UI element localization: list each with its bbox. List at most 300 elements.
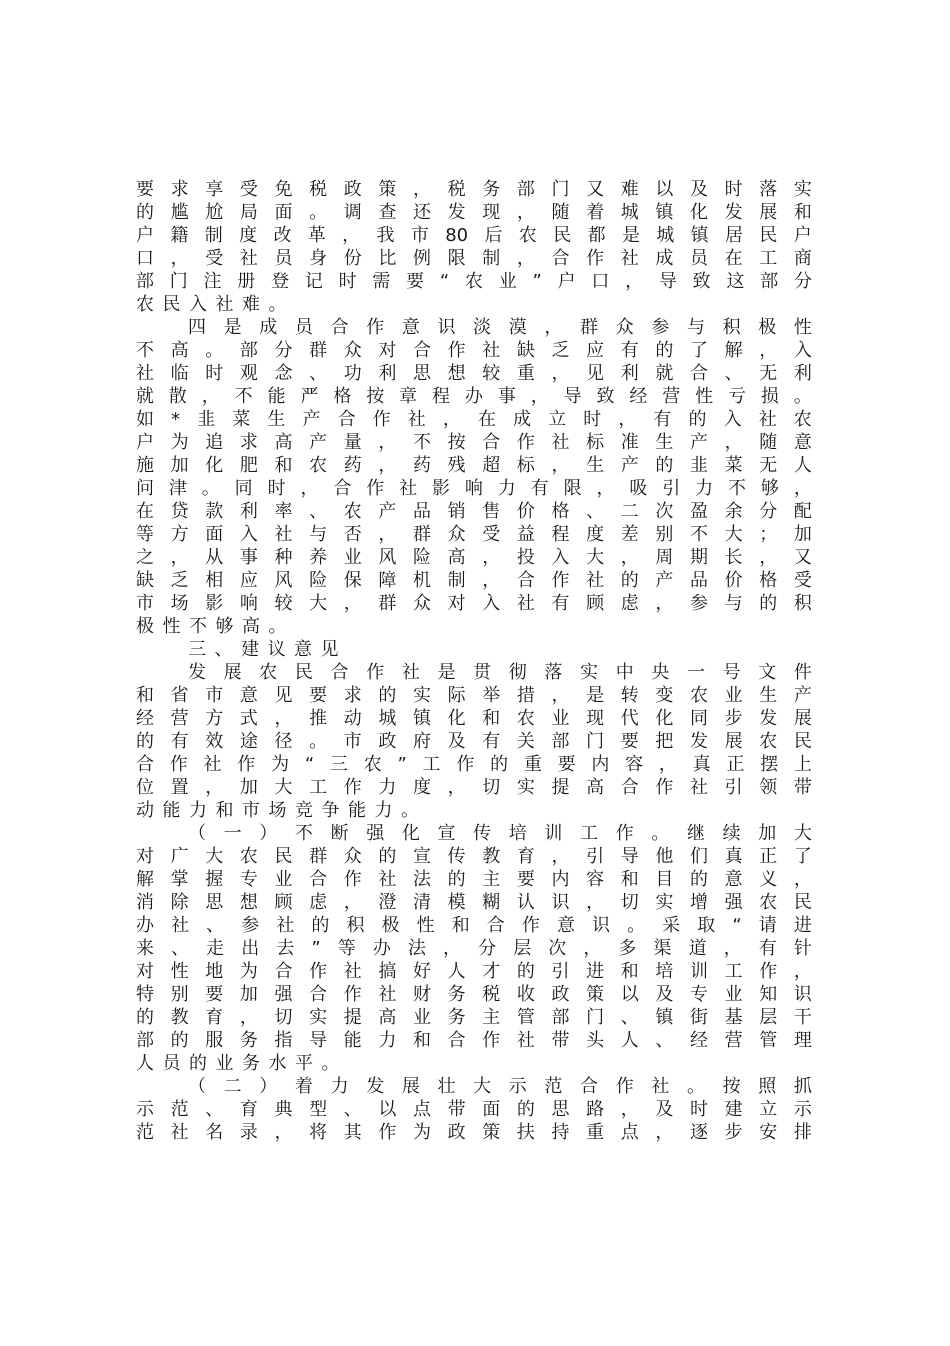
glyph: ，	[442, 409, 461, 430]
glyph: 思	[205, 892, 224, 913]
glyph: 育	[516, 846, 535, 867]
glyph: 发	[690, 731, 708, 752]
glyph: 及	[447, 731, 466, 752]
glyph: 不	[690, 524, 708, 545]
glyph: “	[304, 754, 315, 775]
glyph: ，	[544, 317, 563, 338]
glyph: 对	[136, 846, 154, 867]
glyph: 与	[724, 593, 743, 614]
glyph: 、	[171, 938, 190, 959]
glyph: 问	[136, 478, 154, 499]
glyph: 意	[239, 685, 258, 706]
glyph: 化	[401, 823, 420, 844]
glyph: 增	[690, 892, 708, 913]
glyph: 。	[321, 1053, 340, 1074]
glyph: 正	[726, 754, 745, 775]
glyph: 机	[413, 570, 431, 591]
glyph: 社	[620, 248, 639, 269]
glyph: 、	[724, 363, 743, 384]
glyph: 力	[497, 478, 516, 499]
glyph: 和	[413, 1030, 431, 1051]
glyph: 参	[690, 593, 708, 614]
glyph: 示	[508, 1076, 527, 1097]
glyph: 肥	[239, 455, 258, 476]
glyph: 市	[205, 685, 224, 706]
glyph: 相	[205, 570, 224, 591]
glyph: 除	[170, 892, 189, 913]
glyph: 的	[136, 731, 154, 752]
glyph: 次	[655, 501, 674, 522]
glyph: 户	[557, 271, 576, 292]
glyph: 这	[726, 271, 745, 292]
glyph: 施	[136, 455, 154, 476]
glyph: 意	[793, 432, 812, 453]
glyph: 务	[447, 1007, 466, 1028]
glyph: 化	[690, 202, 708, 223]
glyph: 能	[348, 800, 366, 821]
glyph: 实	[516, 777, 535, 798]
glyph: 部	[239, 340, 258, 361]
glyph: 能	[343, 1030, 362, 1051]
glyph: 展	[759, 202, 778, 223]
glyph: 采	[662, 915, 681, 936]
glyph: 农	[239, 846, 258, 867]
glyph: 合	[274, 961, 293, 982]
glyph: 他	[655, 846, 674, 867]
glyph: 、	[309, 501, 328, 522]
glyph: 合	[330, 662, 349, 683]
glyph: 缺	[516, 340, 535, 361]
glyph: 专	[690, 984, 708, 1005]
glyph: 为	[413, 1122, 431, 1143]
glyph: ，	[274, 1122, 293, 1143]
glyph: 们	[690, 846, 708, 867]
glyph: 贷	[170, 501, 189, 522]
glyph: 农	[516, 708, 535, 729]
text-line	[136, 937, 812, 960]
glyph: ，	[759, 547, 778, 568]
glyph: 农	[690, 685, 708, 706]
glyph: 效	[205, 731, 224, 752]
glyph: 农	[259, 662, 278, 683]
glyph: 和	[215, 800, 234, 821]
text-line	[136, 1052, 812, 1075]
glyph: 办	[464, 386, 483, 407]
glyph: 正	[759, 846, 778, 867]
glyph: 动	[343, 708, 362, 729]
glyph: 特	[136, 984, 154, 1005]
glyph: 农	[759, 892, 778, 913]
glyph: 时	[690, 1099, 708, 1120]
glyph: 念	[274, 363, 293, 384]
glyph: ，	[201, 386, 220, 407]
glyph: 业	[343, 547, 362, 568]
glyph: 现	[586, 708, 605, 729]
glyph: 社	[401, 662, 420, 683]
glyph: 超	[482, 455, 501, 476]
glyph: ，	[413, 179, 431, 200]
glyph: 经	[136, 708, 154, 729]
glyph: 城	[620, 202, 639, 223]
glyph: 虑	[620, 593, 639, 614]
glyph: 出	[241, 938, 260, 959]
glyph: 四	[188, 317, 206, 338]
glyph: 够	[760, 478, 779, 499]
glyph: 和	[451, 915, 470, 936]
glyph: 二	[620, 501, 639, 522]
glyph: 成	[259, 317, 278, 338]
glyph: 化	[447, 708, 466, 729]
glyph: 训	[544, 823, 563, 844]
text-line	[136, 1029, 812, 1052]
glyph: 时	[267, 478, 286, 499]
glyph: 策	[378, 179, 397, 200]
glyph: 在	[724, 248, 743, 269]
glyph: 章	[399, 386, 418, 407]
glyph: 展	[724, 731, 743, 752]
glyph: 示	[136, 1099, 154, 1120]
glyph: 部	[760, 271, 779, 292]
glyph: 合	[516, 570, 535, 591]
glyph: 高	[378, 1007, 397, 1028]
glyph: 致	[596, 386, 615, 407]
glyph: 功	[343, 363, 362, 384]
glyph: 力	[695, 478, 714, 499]
glyph: 提	[343, 1007, 362, 1028]
text-line	[136, 546, 812, 569]
glyph: 来	[136, 938, 154, 959]
glyph: 、	[214, 639, 233, 660]
glyph: 制	[482, 248, 501, 269]
glyph: “	[439, 271, 450, 292]
glyph: ，	[759, 340, 778, 361]
glyph: 有	[170, 731, 189, 752]
glyph: 社	[551, 432, 570, 453]
glyph: 部	[551, 731, 570, 752]
glyph: 大	[309, 593, 328, 614]
glyph: 入	[482, 593, 501, 614]
glyph: 我	[376, 225, 395, 246]
glyph: 导	[620, 846, 639, 867]
glyph: 一	[686, 662, 705, 683]
glyph: 市	[410, 225, 429, 246]
glyph: ”	[397, 754, 407, 775]
glyph: 合	[482, 432, 501, 453]
glyph: 参	[651, 317, 670, 338]
glyph: 内	[551, 869, 570, 890]
glyph: 合	[309, 984, 328, 1005]
glyph: 转	[620, 685, 639, 706]
glyph: 上	[793, 754, 812, 775]
glyph: ，	[378, 455, 397, 476]
glyph: 发	[447, 202, 466, 223]
glyph: 意	[401, 317, 420, 338]
glyph: ，	[655, 1122, 674, 1143]
glyph: 府	[413, 731, 431, 752]
glyph: 有	[758, 938, 777, 959]
glyph: 社	[378, 984, 397, 1005]
glyph: 见	[274, 685, 293, 706]
glyph: 管	[516, 1007, 535, 1028]
glyph: 不	[728, 478, 747, 499]
glyph: 。	[201, 478, 220, 499]
glyph: 措	[516, 685, 535, 706]
glyph: 款	[205, 501, 224, 522]
glyph: 为	[170, 432, 189, 453]
glyph: ，	[482, 570, 501, 591]
glyph: 影	[432, 478, 451, 499]
glyph: 受	[793, 570, 812, 591]
glyph: 利	[239, 501, 258, 522]
glyph: 力	[378, 1030, 397, 1051]
glyph: 的	[490, 754, 509, 775]
glyph: 能	[267, 386, 286, 407]
glyph: 解	[136, 869, 154, 890]
glyph: 实	[655, 892, 674, 913]
text-line	[136, 684, 812, 707]
glyph: 在	[136, 501, 154, 522]
glyph: 高	[447, 547, 466, 568]
glyph: ，	[378, 432, 397, 453]
glyph: 城	[656, 225, 675, 246]
glyph: 法	[407, 938, 426, 959]
glyph: 城	[378, 708, 397, 729]
glyph: 想	[239, 892, 258, 913]
glyph: 分	[793, 271, 812, 292]
glyph: 和	[793, 202, 812, 223]
glyph: 门	[551, 179, 570, 200]
glyph: 合	[333, 478, 352, 499]
glyph: 作	[343, 777, 362, 798]
glyph: 的	[516, 961, 535, 982]
glyph: 要	[620, 731, 639, 752]
glyph: ”	[532, 271, 542, 292]
glyph: 场	[268, 800, 287, 821]
glyph: 举	[482, 685, 501, 706]
text-line	[136, 845, 812, 868]
glyph: 工	[422, 754, 441, 775]
glyph: 方	[170, 524, 189, 545]
glyph: 按	[722, 1076, 741, 1097]
glyph: 农	[136, 294, 154, 315]
glyph: 针	[793, 938, 812, 959]
glyph: 群	[378, 593, 397, 614]
glyph: ，	[793, 961, 812, 982]
glyph: 的	[620, 570, 639, 591]
glyph: 法	[413, 869, 431, 890]
glyph: 扶	[516, 1122, 535, 1143]
glyph: 。	[205, 340, 224, 361]
glyph: 镇	[655, 1007, 674, 1028]
glyph: ，	[793, 869, 812, 890]
text-line	[136, 983, 812, 1006]
text-line	[136, 592, 812, 615]
glyph: ，	[274, 708, 293, 729]
glyph: 分	[274, 340, 293, 361]
glyph: 道	[688, 938, 707, 959]
glyph: 见	[320, 639, 339, 660]
glyph: 。	[793, 386, 812, 407]
glyph: 业	[274, 869, 293, 890]
glyph: ，	[793, 478, 812, 499]
glyph: 议	[267, 639, 286, 660]
glyph: 中	[615, 662, 634, 683]
glyph: 续	[722, 823, 741, 844]
glyph: 省	[170, 685, 189, 706]
glyph: 事	[239, 547, 258, 568]
glyph: 加	[239, 777, 258, 798]
glyph: 户	[136, 225, 154, 246]
glyph: 残	[447, 455, 466, 476]
glyph: 籍	[170, 225, 189, 246]
glyph: 化	[205, 455, 224, 476]
glyph: 比	[378, 248, 397, 269]
glyph: 市	[242, 800, 260, 821]
glyph: 时	[338, 271, 357, 292]
glyph: 作	[372, 409, 391, 430]
glyph: 查	[378, 202, 397, 223]
glyph: 内	[591, 754, 610, 775]
text-line	[136, 638, 812, 661]
glyph: 与	[686, 317, 705, 338]
glyph: 和	[136, 685, 154, 706]
glyph: 又	[793, 547, 812, 568]
glyph: ；	[759, 524, 778, 545]
glyph: 产	[309, 432, 328, 453]
glyph: 散	[168, 386, 187, 407]
glyph: 经	[629, 386, 648, 407]
glyph: 争	[321, 800, 340, 821]
glyph: 及	[655, 984, 674, 1005]
glyph: 和	[620, 869, 639, 890]
glyph: 极	[381, 915, 400, 936]
glyph: 作	[759, 961, 778, 982]
glyph: 路	[586, 1099, 605, 1120]
glyph: 作	[343, 869, 362, 890]
glyph: 发	[366, 1076, 385, 1097]
glyph: 应	[586, 340, 605, 361]
glyph: 的	[690, 869, 708, 890]
glyph: 见	[586, 363, 605, 384]
glyph: 众	[343, 340, 362, 361]
glyph: 一	[223, 823, 242, 844]
glyph: ，	[583, 938, 602, 959]
glyph: 把	[655, 731, 674, 752]
glyph: 农	[309, 455, 328, 476]
text-line	[136, 868, 812, 891]
glyph: 层	[759, 1007, 778, 1028]
glyph: 合	[580, 1076, 599, 1097]
glyph: 户	[793, 225, 812, 246]
glyph: 难	[242, 294, 260, 315]
glyph: 例	[413, 248, 431, 269]
glyph: 社	[399, 478, 418, 499]
glyph: 极	[136, 616, 154, 637]
glyph: 有	[620, 340, 639, 361]
glyph: 竞	[295, 800, 313, 821]
glyph: 受	[205, 248, 224, 269]
glyph: 作	[447, 340, 466, 361]
glyph: 业	[724, 984, 743, 1005]
glyph: 作	[366, 662, 385, 683]
glyph: 对	[136, 961, 154, 982]
glyph: 较	[274, 593, 293, 614]
glyph: 步	[724, 708, 743, 729]
glyph: 意	[724, 869, 743, 890]
glyph: 建	[724, 1099, 743, 1120]
glyph: 册	[237, 271, 256, 292]
glyph: 人	[793, 455, 812, 476]
glyph: 部	[136, 271, 154, 292]
glyph: 群	[413, 524, 431, 545]
glyph: 韭	[197, 409, 216, 430]
glyph: 难	[620, 179, 639, 200]
glyph: 又	[586, 179, 605, 200]
glyph: 的	[655, 455, 674, 476]
glyph: 型	[309, 1099, 328, 1120]
glyph: 指	[274, 1030, 293, 1051]
glyph: 是	[223, 317, 242, 338]
glyph: 社	[203, 754, 222, 775]
glyph: 广	[170, 846, 189, 867]
glyph: 作	[456, 754, 475, 775]
glyph: 观	[239, 363, 258, 384]
glyph: 农	[518, 225, 537, 246]
glyph: 产	[378, 501, 397, 522]
glyph: 服	[205, 1030, 224, 1051]
glyph: 方	[205, 708, 224, 729]
glyph: 渠	[653, 938, 672, 959]
glyph: 。	[651, 823, 670, 844]
glyph: 力	[189, 800, 207, 821]
glyph: 积	[346, 915, 365, 936]
glyph: 重	[516, 363, 535, 384]
glyph: 立	[548, 409, 567, 430]
glyph: 人	[136, 1053, 154, 1074]
glyph: 员	[274, 248, 293, 269]
glyph: 产	[655, 570, 674, 591]
glyph: 作	[366, 478, 385, 499]
glyph: 社	[516, 593, 535, 614]
glyph: 身	[309, 248, 328, 269]
text-line	[136, 914, 812, 937]
glyph: 生	[586, 455, 605, 476]
glyph: 不	[234, 386, 253, 407]
glyph: ，	[723, 938, 742, 959]
glyph: 加	[758, 823, 777, 844]
glyph: 解	[724, 340, 743, 361]
glyph: 份	[343, 248, 362, 269]
glyph: 面	[274, 202, 293, 223]
glyph: 二	[223, 1076, 242, 1097]
glyph: 力	[378, 777, 397, 798]
glyph: 抓	[793, 1076, 812, 1097]
text-line	[136, 201, 812, 224]
glyph: 投	[516, 547, 535, 568]
text-line	[136, 615, 812, 638]
glyph: 就	[655, 363, 674, 384]
glyph: 作	[237, 754, 256, 775]
glyph: 断	[330, 823, 349, 844]
text-line	[136, 523, 812, 546]
glyph: 随	[551, 202, 570, 223]
glyph: 导	[309, 1030, 328, 1051]
glyph: 水	[268, 1053, 287, 1074]
glyph: 有	[653, 409, 672, 430]
glyph: 引	[724, 777, 743, 798]
glyph: 培	[508, 823, 527, 844]
glyph: 还	[413, 202, 431, 223]
